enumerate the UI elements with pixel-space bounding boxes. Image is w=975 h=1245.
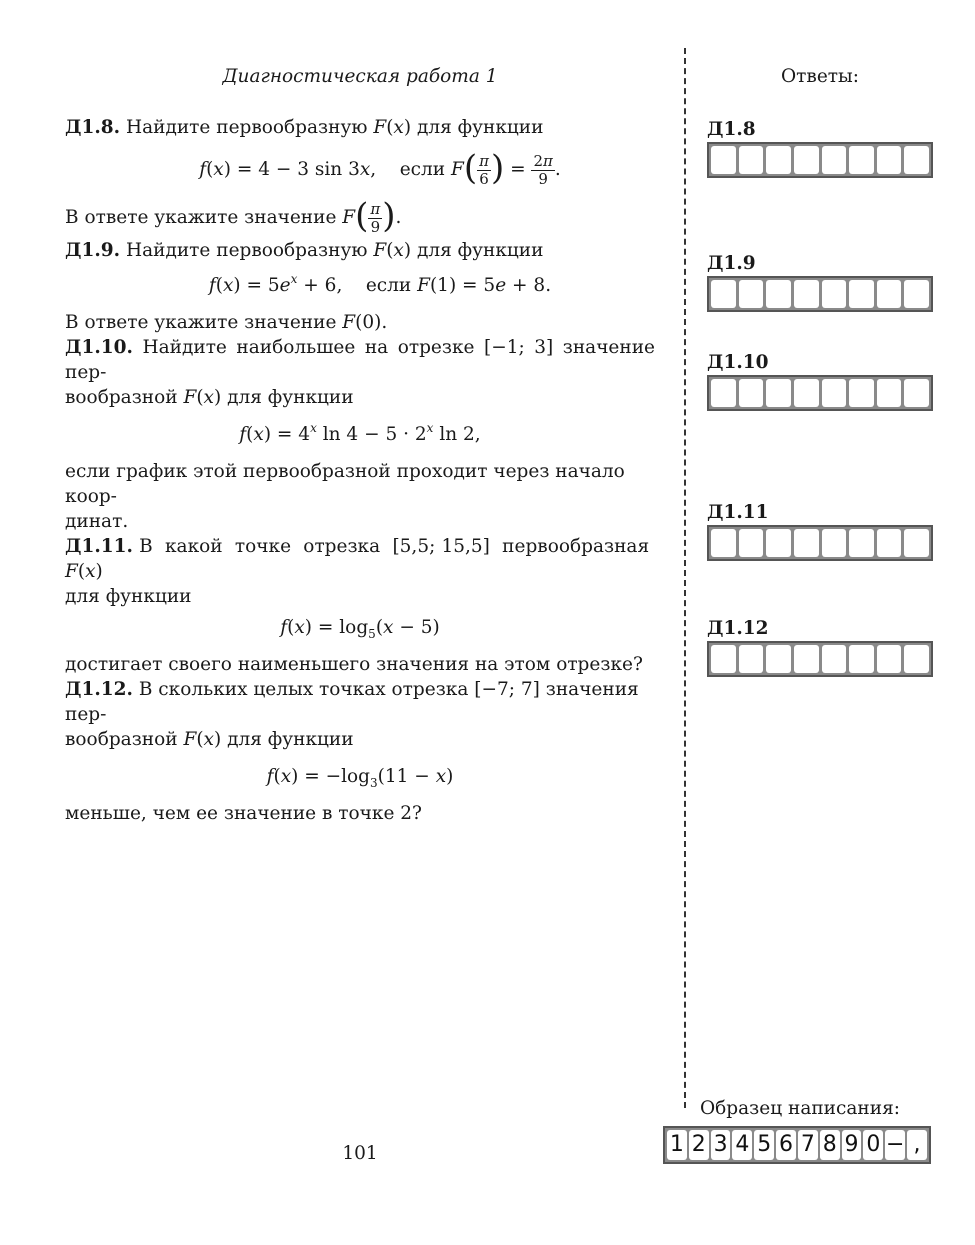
page-header: Диагностическая работа 1 — [222, 66, 498, 87]
answer-cell[interactable] — [766, 146, 791, 174]
answer-cell[interactable] — [877, 280, 902, 308]
problem-d19-formula: $f(x) = 5e^x + 6$, если F(1) = 5e + 8. — [208, 272, 552, 296]
sample-digit: 8 — [820, 1130, 840, 1160]
answer-cell[interactable] — [877, 529, 902, 557]
sample-digit: 1 — [667, 1130, 687, 1160]
answer-cell[interactable] — [849, 645, 874, 673]
answer-cell[interactable] — [711, 645, 736, 673]
sample-digit: 4 — [732, 1130, 752, 1160]
problem-d112-number: Д1.12. — [65, 679, 133, 700]
answer-cell[interactable] — [794, 379, 819, 407]
answer-cell[interactable] — [904, 146, 929, 174]
problem-d110-number: Д1.10. — [65, 337, 133, 358]
problem-d110-text: Д1.10. Найдите наибольшее на отрезке [−1; 3] значение пер- вообразной F(x) для функции — [65, 337, 655, 408]
answer-cell[interactable] — [711, 529, 736, 557]
answer-cell[interactable] — [877, 379, 902, 407]
sample-digit: 0 — [863, 1130, 883, 1160]
answer-label-d18: Д1.8 — [707, 119, 756, 140]
answer-cell[interactable] — [766, 645, 791, 673]
answer-cell[interactable] — [739, 529, 764, 557]
answer-label-d19: Д1.9 — [707, 253, 756, 274]
problem-d18-ask: В ответе укажите значение F( $\frac{\pi}{9}$ ). — [65, 196, 402, 236]
answer-cell[interactable] — [711, 379, 736, 407]
answer-cell[interactable] — [877, 146, 902, 174]
answer-cell[interactable] — [711, 280, 736, 308]
sample-digit: 9 — [842, 1130, 862, 1160]
sample-digit: 5 — [754, 1130, 774, 1160]
sample-digit: − — [885, 1130, 905, 1160]
problem-d19-number: Д1.9. — [65, 240, 121, 261]
answer-cell[interactable] — [904, 645, 929, 673]
answer-cell[interactable] — [822, 645, 847, 673]
answer-cell[interactable] — [739, 280, 764, 308]
answer-boxes-d110[interactable] — [707, 375, 933, 411]
problem-d111-formula: $f(x) = \log_5(x - 5)$ — [280, 617, 440, 641]
sample-digit: 6 — [776, 1130, 796, 1160]
sample-digit: 2 — [689, 1130, 709, 1160]
answer-cell[interactable] — [877, 645, 902, 673]
answer-cell[interactable] — [766, 379, 791, 407]
sample-label: Образец написания: — [700, 1098, 900, 1119]
problem-d112-text: Д1.12. В скольких целых точках отрезка [−7; 7] значения пер- вообразной F(x) для функции — [65, 679, 639, 750]
problem-d18-number: Д1.8. — [65, 117, 121, 138]
problem-d112-formula: $f(x) = -\log_3(11 - x)$ — [266, 766, 454, 790]
problem-d110-after: если график этой первообразной проходит через начало коор- динат. — [65, 461, 625, 532]
problems-column — [65, 115, 655, 826]
problem-d18-text: Д1.8. Найдите первообразную F(x) для функции — [65, 117, 544, 138]
answer-cell[interactable] — [739, 146, 764, 174]
answer-cell[interactable] — [739, 645, 764, 673]
answer-cell[interactable] — [904, 379, 929, 407]
answers-title: Ответы: — [781, 66, 859, 87]
problem-d19-text: Д1.9. Найдите первообразную F(x) для функции — [65, 240, 544, 261]
sample-digit: , — [907, 1130, 927, 1160]
answer-cell[interactable] — [766, 280, 791, 308]
answer-label-d112: Д1.12 — [707, 618, 769, 639]
answer-cell[interactable] — [822, 280, 847, 308]
answer-cell[interactable] — [711, 146, 736, 174]
problem-d18-formula: f(x) = 4 − 3 sin 3x, если F( $\frac{\pi}{6}$ ) = $\frac{2\pi}{9}$ . — [199, 148, 561, 188]
answer-cell[interactable] — [794, 280, 819, 308]
problem-d112-after: меньше, чем ее значение в точке 2? — [65, 803, 422, 824]
problem-d110-formula: $f(x) = 4^x$ $\ln 4 - 5 \cdot 2^x$ ln 2, — [239, 421, 481, 445]
answer-label-d110: Д1.10 — [707, 352, 769, 373]
problem-d111-text: Д1.11. В какой точке отрезка [5,5; 15,5] первообразная F(x) для функции — [65, 536, 655, 607]
answer-cell[interactable] — [822, 379, 847, 407]
answer-cell[interactable] — [904, 280, 929, 308]
sample-digit: 3 — [711, 1130, 731, 1160]
answer-cell[interactable] — [849, 379, 874, 407]
problem-d111-number: Д1.11. — [65, 536, 133, 557]
answer-cell[interactable] — [822, 529, 847, 557]
answer-boxes-d112[interactable] — [707, 641, 933, 677]
answer-cell[interactable] — [822, 146, 847, 174]
answer-boxes-d18[interactable] — [707, 142, 933, 178]
answer-boxes-d19[interactable] — [707, 276, 933, 312]
answer-cell[interactable] — [794, 146, 819, 174]
answer-cell[interactable] — [766, 529, 791, 557]
answer-boxes-d111[interactable] — [707, 525, 933, 561]
sample-digits — [663, 1126, 931, 1164]
problem-d19-ask: В ответе укажите значение F(0). — [65, 312, 388, 333]
answer-cell[interactable] — [794, 645, 819, 673]
answer-cell[interactable] — [849, 529, 874, 557]
sample-digit: 7 — [798, 1130, 818, 1160]
answer-cell[interactable] — [849, 146, 874, 174]
answer-cell[interactable] — [904, 529, 929, 557]
answer-cell[interactable] — [849, 280, 874, 308]
problem-d111-after: достигает своего наименьшего значения на этом отрезке? — [65, 654, 643, 675]
page-number: 101 — [342, 1143, 378, 1164]
answer-label-d111: Д1.11 — [707, 502, 769, 523]
answer-cell[interactable] — [794, 529, 819, 557]
answer-cell[interactable] — [739, 379, 764, 407]
cut-line-divider — [684, 48, 686, 1108]
